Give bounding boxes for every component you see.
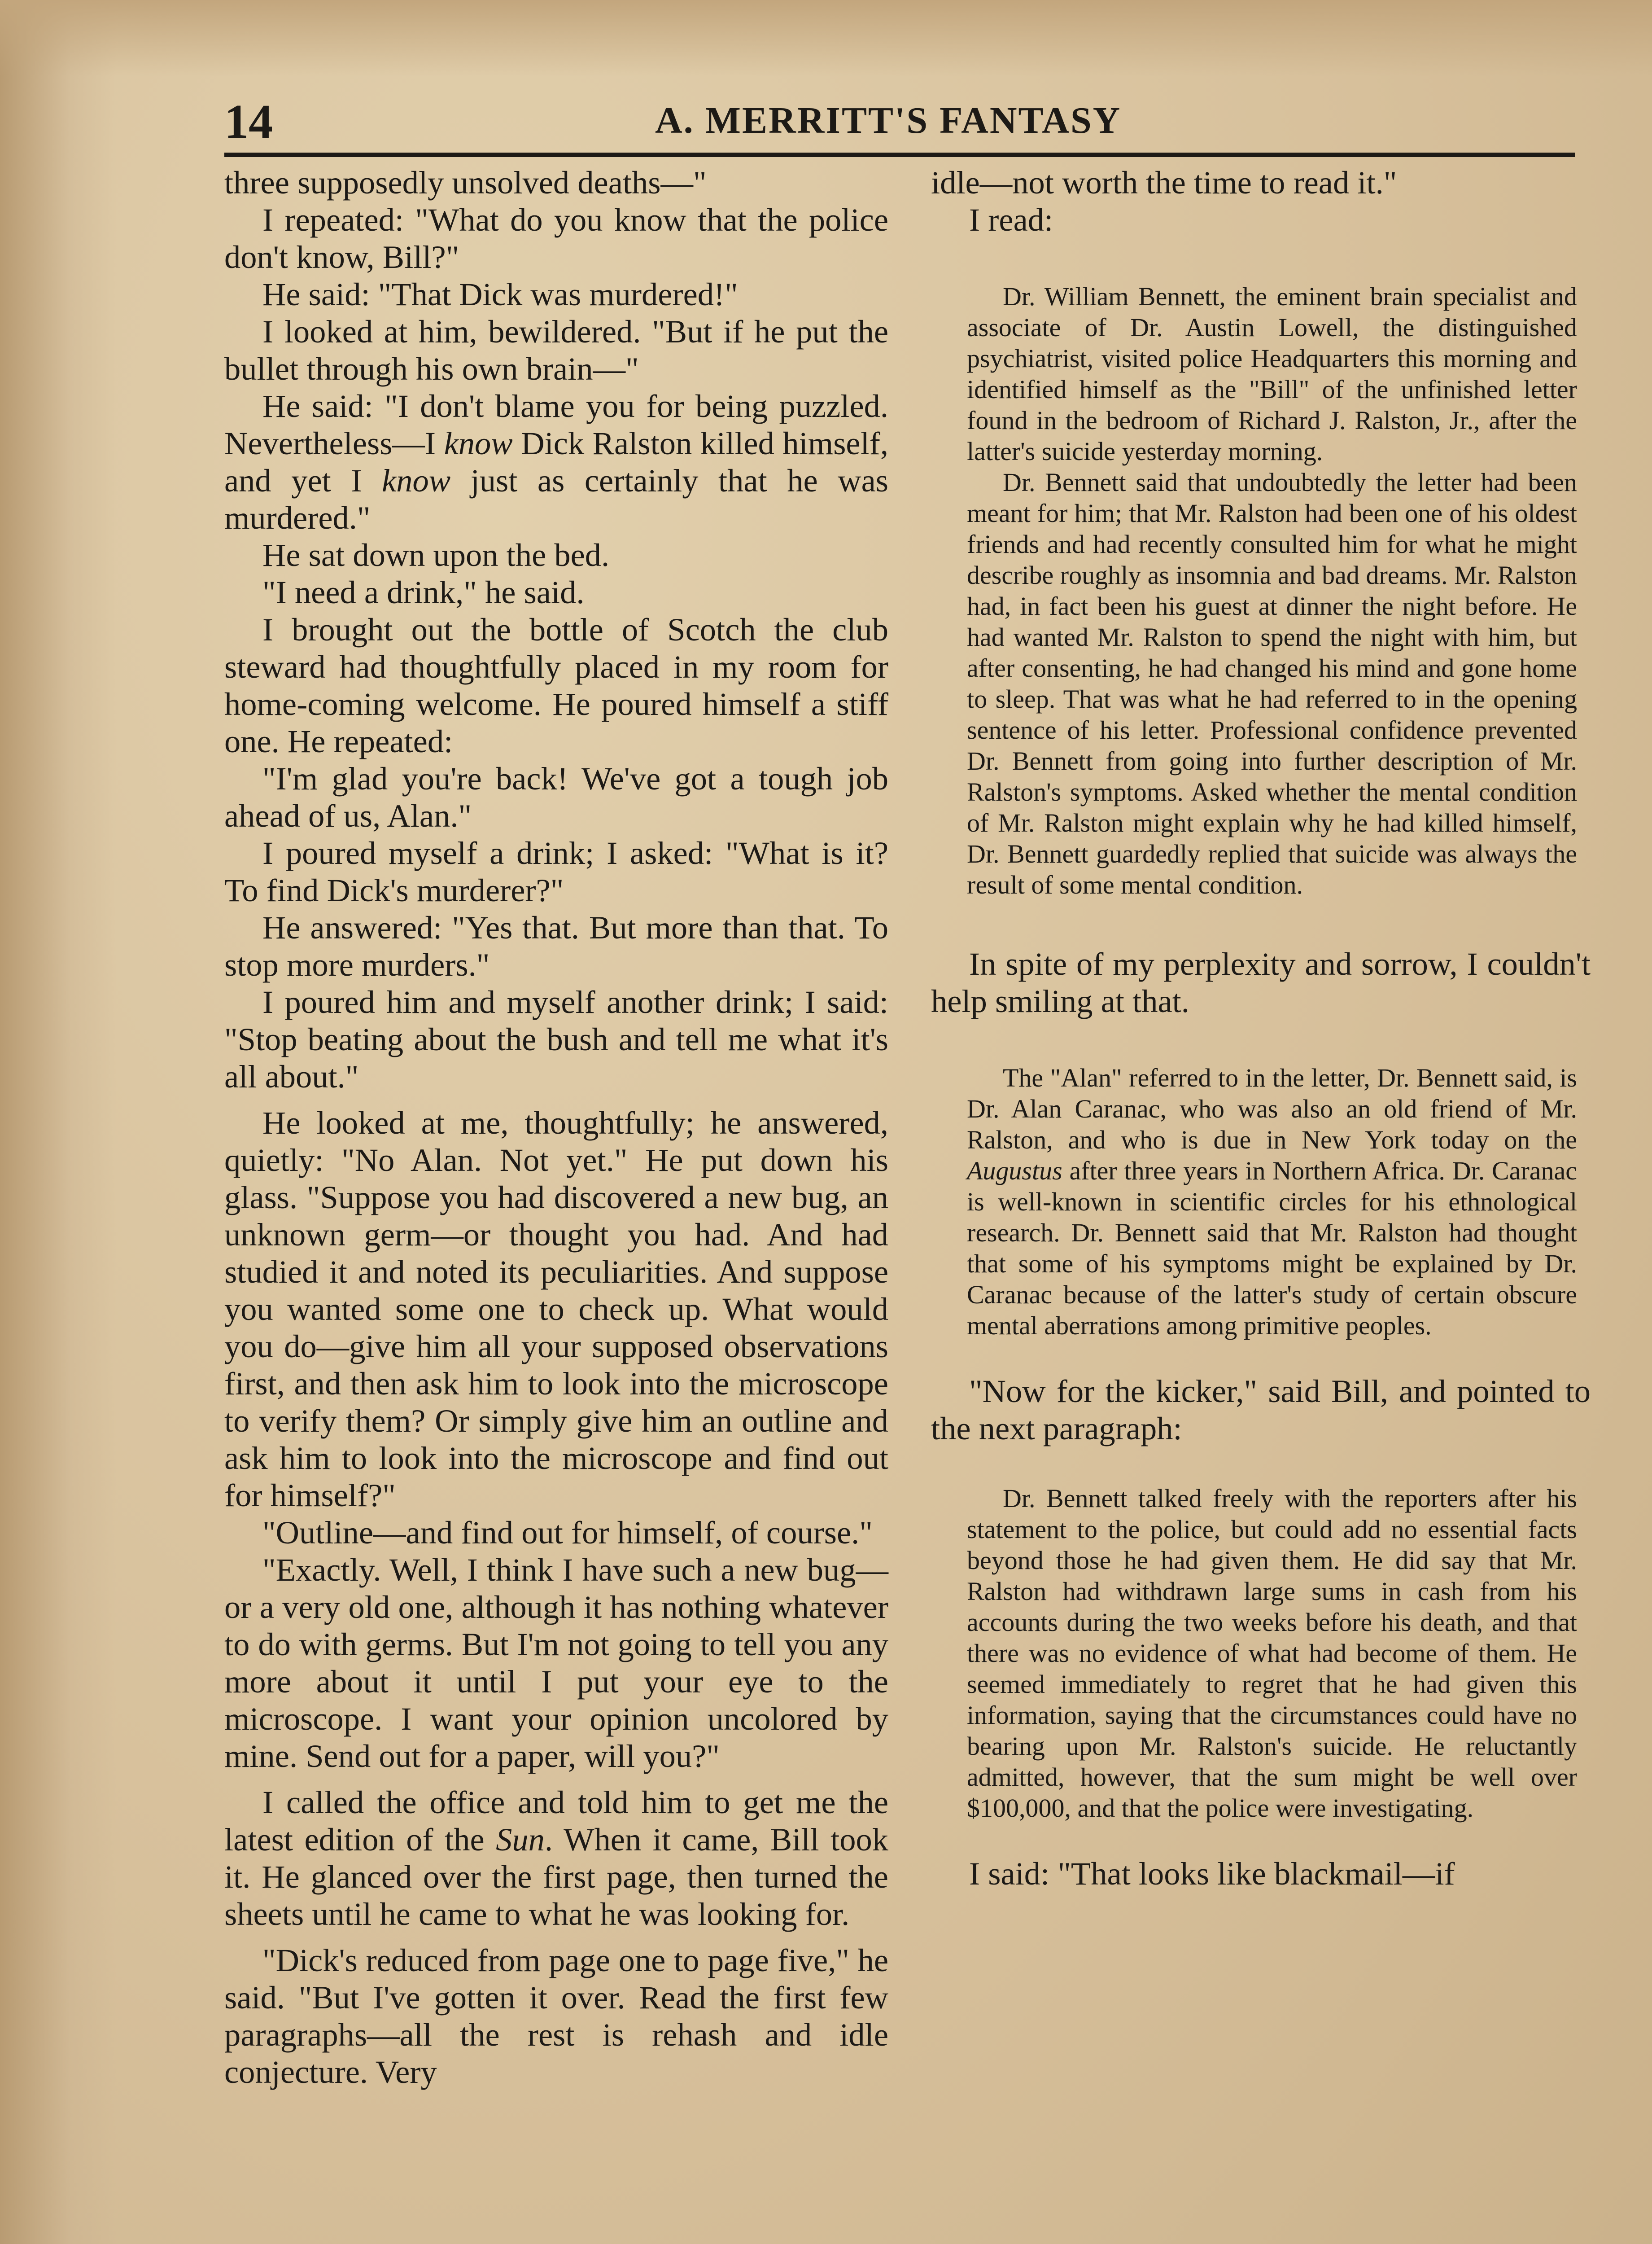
header-rule: [224, 153, 1575, 157]
page-top-shadow: [0, 0, 1652, 76]
paragraph: "I'm glad you're back! We've got a tough job ahead of us, Alan.": [224, 760, 888, 834]
paragraph: He looked at me, thoughtfully; he answered, quietly: "No Alan. Not yet." He put down his glass. "Suppose you had discovered a new bug, an unknown germ—or thought you had. And had studied it and noted its peculiarities. And suppose you wanted some one to check up. What would you do—give him all your supposed observations first, and then ask him to look into the microscope to verify them? Or simply give him an outline and ask him to look into the microscope and find out for himself?": [224, 1104, 888, 1513]
paragraph: "I need a drink," he said.: [262, 574, 585, 610]
right-column: [931, 164, 1591, 1892]
paragraph: "Dick's reduced from page one to page five," he said. "But I've gotten it over. Read the first few paragraphs—all the rest is rehash and idle conjecture. Very: [224, 1942, 888, 2090]
paragraph: He sat down upon the bed.: [262, 537, 610, 573]
page-header: [224, 94, 1552, 153]
paragraph: I said: "That looks like blackmail—if: [969, 1855, 1455, 1892]
paragraph: "Exactly. Well, I think I have such a new bug—or a very old one, although it has nothing whatever to do with germs. But I'm not going to tell you any more about it until I put your eye to the microscope. I want your opinion uncolored by mine. Send out for a paper, will you?": [224, 1552, 888, 1774]
paragraph: I called the office and told him to get me the latest edition of the Sun. When it came, Bill took it. He glanced over the first page, then turned the sheets until he came to what he was looking for.: [224, 1784, 888, 1932]
paragraph: He said: "That Dick was murdered!": [262, 276, 738, 312]
paragraph: I poured him and myself another drink; I said: "Stop beating about the bush and tell me what it's all about.": [224, 984, 888, 1095]
paragraph: He answered: "Yes that. But more than that. To stop more murders.": [224, 909, 888, 983]
paragraph: three supposedly unsolved deaths—": [224, 164, 707, 201]
paragraph: I looked at him, bewildered. "But if he put the bullet through his own brain—": [224, 313, 888, 387]
running-head: A. MERRITT'S FANTASY: [655, 100, 1122, 141]
clipping-paragraph: Dr. Bennett said that undoubtedly the letter had been meant for him; that Mr. Ralston had been one of his oldest friends and had recently consulted him for what he might describe roughly as insomnia and bad dreams. Mr. Ralston had, in fact been his guest at dinner the night before. He had wanted Mr. Ralston to spend the night with him, but after consenting, he had changed his mind and gone home to sleep. That was what he had referred to in the opening sentence of his letter. Professional confidence prevented Dr. Bennett from going into further description of Mr. Ralston's symptoms. Asked whether the mental condition of Mr. Ralston might explain why he had killed himself, Dr. Bennett guardedly replied that suicide was always the result of some mental condition.: [967, 468, 1577, 899]
paragraph: I repeated: "What do you know that the police don't know, Bill?": [224, 202, 888, 275]
page-number: 14: [224, 95, 273, 149]
paragraph: In spite of my perplexity and sorrow, I couldn't help smiling at that.: [931, 946, 1591, 1019]
clipping-paragraph: Dr. Bennett talked freely with the reporters after his statement to the police, but could add no essential facts beyond those he had given them. He did say that Mr. Ralston had withdrawn large sums in cash from his accounts during the two weeks before his death, and that there was no evidence of what had become of them. He seemed immediately to regret that he had given this information, saying that the circumstances could have no bearing upon Mr. Ralston's suicide. He reluctantly admitted, however, that the sum might be well over $100,000, and that the police were investigating.: [967, 1484, 1577, 1823]
paragraph: I read:: [969, 202, 1053, 238]
newspaper-name: Sun: [496, 1821, 545, 1858]
clipping-paragraph: The "Alan" referred to in the letter, Dr. Bennett said, is Dr. Alan Caranac, who was also an old friend of Mr. Ralston, and who is due in New York today on the Augustus after three years in Northern Africa. Dr. Caranac is well-known in scientific circles for his ethnological research. Dr. Bennett said that Mr. Ralston had thought that some of his symptoms might be explained by Dr. Caranac because of the latter's study of certain obscure mental aberrations among primitive peoples.: [967, 1063, 1577, 1340]
newspaper-clipping: [967, 1062, 1577, 1341]
paragraph: I brought out the bottle of Scotch the club steward had thoughtfully placed in my room for home-coming welcome. He poured himself a stiff one. He repeated:: [224, 611, 888, 759]
clipping-paragraph: Dr. William Bennett, the eminent brain specialist and associate of Dr. Austin Lowell, the distinguished psychiatrist, visited police Headquarters this morning and identified himself as the "Bill" of the unfinished letter found in the bedroom of Richard J. Ralston, Jr., after the latter's suicide yesterday morning.: [967, 282, 1577, 466]
left-column: [224, 164, 888, 2091]
newspaper-clipping: [967, 1483, 1577, 1823]
page-edge-shadow: [0, 0, 117, 2244]
paragraph: idle—not worth the time to read it.": [931, 164, 1397, 201]
paragraph: I poured myself a drink; I asked: "What is it? To find Dick's murderer?": [224, 835, 888, 908]
newspaper-clipping: [967, 281, 1577, 900]
emphasis: know: [444, 425, 513, 461]
paragraph: He said: "I don't blame you for being puzzled. Nevertheless—I know Dick Ralston killed himself, and yet I know just as certainly that he was murdered.": [224, 388, 888, 536]
paragraph: "Now for the kicker," said Bill, and pointed to the next paragraph:: [931, 1373, 1591, 1446]
paragraph: "Outline—and find out for himself, of course.": [262, 1514, 873, 1551]
ship-name: Augustus: [967, 1156, 1062, 1185]
emphasis: know: [382, 462, 451, 499]
